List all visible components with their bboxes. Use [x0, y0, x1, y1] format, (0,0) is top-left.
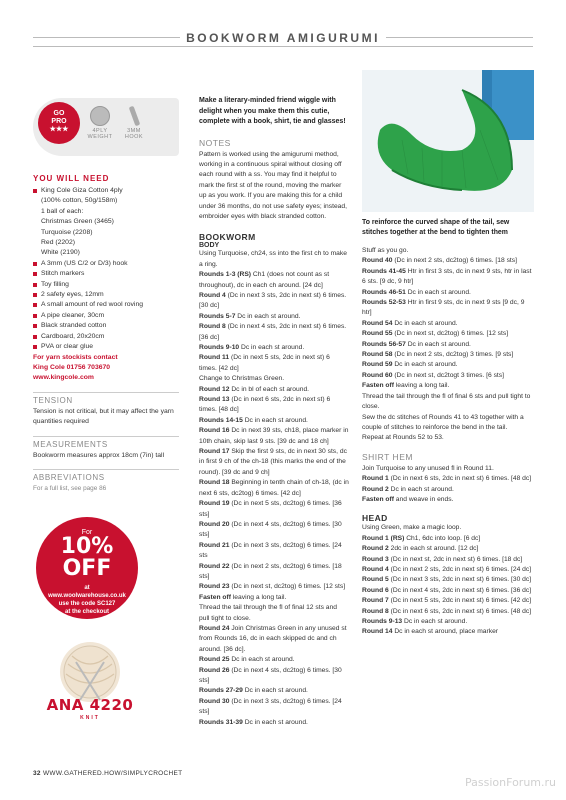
instruction-line [362, 246, 534, 256]
instruction-line [199, 447, 349, 478]
round-label: Round 3 [362, 555, 389, 563]
round-text: Dc in each st around. [229, 656, 295, 664]
tail-instructions [362, 246, 534, 444]
round-label: Round 40 [362, 257, 393, 265]
round-label: Round 18 [199, 479, 230, 487]
round-label: Round 8 [362, 607, 389, 615]
round-text: (Dc in next 3 sts, 2dc in next st) 6 times. [30 dc] [388, 576, 532, 584]
watermark: PassionForum.ru [465, 776, 556, 789]
round-text: Dc in next 39 sts, ch18, place marker in 10th chain, skip last 9 sts. [39 dc and 18 ch] [199, 427, 349, 445]
material-item: Toy filling [33, 280, 179, 290]
round-label: Round 2 [362, 545, 389, 553]
offer-url[interactable]: www.woolwarehouse.co.uk [48, 593, 126, 599]
hook-icon [128, 106, 140, 127]
instruction-line [362, 586, 534, 596]
round-text: Thread the tail through the fl of final 6 sts and pull tight to close. [362, 392, 531, 411]
round-label: Fasten off [199, 593, 231, 601]
intro-text: Make a literary-minded friend wiggle with delight when you make them this cutie, complete with a book, shirt, tie and glasses! [199, 97, 346, 125]
instruction-line [199, 478, 349, 499]
offer-for: For [81, 529, 93, 536]
round-text: (Dc in next st, dc2togt 3 times. [6 sts] [392, 371, 504, 379]
material-item: Stitch markers [33, 269, 179, 279]
instruction-line [199, 541, 349, 562]
round-label: Round 2 [362, 485, 389, 493]
round-text: Sew the dc stitches of Rounds 41 to 43 together with a couple of stitches to reinforce the bend in the tail. [362, 413, 524, 431]
round-label: Rounds 9-10 [199, 344, 240, 351]
round-label: Rounds 1-3 (RS) [199, 271, 252, 279]
instruction-line [362, 485, 534, 495]
instruction-line [362, 627, 534, 637]
offer-at: at [84, 585, 90, 591]
logo-sub: KNIT [80, 715, 100, 721]
instruction-line [199, 499, 349, 520]
round-text: Skip the first 9 sts, dc in next 30 sts, dc in first 9 ch of the ch-18 (this marks the end of the round). [39 dc and 9 ch] [199, 448, 347, 476]
body-instructions [199, 249, 349, 728]
round-text: Dc in each st around. [242, 687, 308, 695]
instruction-line [362, 267, 534, 288]
round-label: Round 14 [362, 628, 393, 636]
instruction-line [362, 474, 534, 484]
material-item: A pipe cleaner, 30cm [33, 311, 179, 321]
round-text: Using Turquoise, ch24, ss into the first ch to make a ring. [199, 250, 347, 268]
round-label: Round 4 [362, 565, 389, 573]
round-text: (Dc in next st, 2dc in next st) 6 times. [18 dc] [388, 555, 523, 563]
round-text: Dc in each st around. [242, 416, 308, 424]
round-text: leaving a long tail. [230, 593, 287, 601]
instruction-line [199, 343, 349, 353]
page-title: BOOKWORM AMIGURUMI [180, 31, 386, 45]
round-text: (Dc in next 6 sts, 2dc in next st) 6 times. [48 dc] [199, 396, 331, 414]
instruction-line [362, 392, 534, 413]
instruction-line [362, 575, 534, 585]
round-text: (Dc in next 5 sts, dc2tog) 6 times. [36 sts] [199, 500, 342, 518]
instruction-line [362, 319, 534, 329]
round-label: Round 59 [362, 361, 393, 369]
star-icons: ★★★ [49, 126, 69, 133]
round-label: Round 20 [199, 520, 230, 528]
instruction-line [362, 381, 534, 391]
round-text: (Dc in next 3 sts, dc2tog) 6 times. [24 sts [199, 541, 342, 560]
instruction-line [199, 374, 349, 384]
instruction-line [199, 322, 349, 343]
material-item: PVA or clear glue [33, 342, 179, 352]
material-item: (100% cotton, 50g/158m) [41, 197, 118, 205]
material-item: Red (2202) [41, 239, 76, 247]
left-column [33, 100, 179, 494]
material-item: Black stranded cotton [33, 321, 179, 331]
round-text: (Dc in next 4 sts, dc2tog) 6 times. [30 sts] [199, 666, 342, 684]
material-item: White (2190) [41, 249, 80, 257]
round-text: Dc in each st around. [405, 340, 471, 348]
hook-size-badge [119, 106, 149, 140]
photo-caption: To reinforce the curved shape of the tail, sew stitches together at the bend to tighten them [362, 219, 510, 236]
round-label: Fasten off [362, 495, 394, 503]
round-label: Round 24 [199, 624, 230, 632]
instruction-line [199, 718, 349, 728]
instruction-line [362, 565, 534, 575]
instruction-line [199, 385, 349, 395]
round-text: (Dc in next 5 sts, 2dc in next st) 6 times. [42 dc] [388, 597, 532, 605]
instruction-line [362, 413, 534, 434]
instruction-line [199, 395, 349, 416]
round-text: Join Christmas Green in any unused st from Rounds 16, dc in each skipped dc and ch around. [36 dc]. [199, 624, 347, 653]
round-text: (Dc in next 6 sts, 2dc in next st) 6 times. [48 dc] [388, 607, 532, 615]
yarn-weight-badge [85, 106, 115, 140]
round-label: Rounds 14-15 [199, 416, 243, 424]
hook-label: HOOK [124, 134, 144, 140]
round-text: (Dc in next 4 sts, 2dc in next st) 6 times. [36 dc] [388, 586, 532, 594]
instruction-line [199, 249, 349, 270]
round-label: Round 8 [199, 323, 226, 331]
instruction-line [362, 350, 534, 360]
stockist-phone: King Cole 01756 703670 [33, 363, 111, 371]
round-text: Dc in each st around. [388, 485, 454, 493]
instruction-line [199, 582, 349, 592]
round-text: Dc in each st around. [235, 312, 301, 320]
round-text: (Dc in next st, dc2tog) 6 times. [12 sts] [229, 583, 346, 591]
measurements-heading: MEASUREMENTS [33, 436, 179, 449]
instruction-line [199, 416, 349, 426]
shirt-hem-heading: SHIRT HEM [362, 451, 413, 462]
instruction-line [362, 617, 534, 627]
round-text: (Dc in next 3 sts, 2dc in next st) 6 times. [30 dc] [199, 291, 347, 310]
material-item: A 3mm (US C/2 or D/3) hook [33, 259, 179, 269]
middle-column [199, 96, 349, 728]
round-text: and weave in ends. [393, 495, 454, 503]
instruction-line [362, 340, 534, 350]
round-label: Round 5 [362, 576, 389, 584]
round-text: Ch1 (does not count as st throughout), dc in each ch around. [24 dc] [199, 271, 330, 289]
round-label: Round 55 [362, 330, 393, 338]
instruction-line [362, 544, 534, 554]
round-text: leaving a long tail. [393, 382, 450, 390]
instruction-line [199, 426, 349, 447]
round-label: Rounds 31-39 [199, 718, 243, 726]
instruction-line [362, 298, 534, 319]
round-label: Round 58 [362, 351, 393, 359]
round-label: Round 60 [362, 371, 393, 379]
right-column [362, 246, 534, 638]
abbreviations-heading: ABBREVIATIONS [33, 469, 179, 482]
round-text: Dc in each st around. [242, 718, 308, 726]
body-subheading: BODY [199, 242, 220, 250]
round-label: Rounds 9-13 [362, 618, 403, 625]
weight-label: 4PLY [92, 128, 108, 134]
round-label: Round 19 [199, 500, 230, 508]
round-text: Beginning in tenth chain of ch-18, (dc in next 6 sts, dc2tog) 6 times. [42 dc] [199, 479, 349, 497]
material-item: Cardboard, 20x20cm [33, 332, 179, 342]
round-label: Round 21 [199, 541, 230, 549]
round-text: (Dc in next 2 sts, 2dc in next st) 6 times. [24 dc] [388, 565, 532, 573]
weight-label: WEIGHT [87, 134, 113, 140]
material-item: 1 ball of each: [41, 207, 84, 215]
head-heading: HEAD [362, 513, 388, 524]
measurements-text: Bookworm measures approx 18cm (7in) tall [33, 451, 165, 459]
round-label: Round 30 [199, 697, 230, 705]
page-footer [33, 770, 182, 777]
hook-label: 3MM [127, 128, 141, 134]
go-pro-label: GO [53, 110, 65, 117]
round-text: (Dc in next 4 sts, 2dc in next st) 6 times. [36 dc] [199, 323, 347, 341]
round-text: Ch1, 6dc into loop. [6 dc] [404, 534, 481, 542]
material-item: King Cole Giza Cotton 4ply [33, 186, 179, 196]
round-text: Join Turquoise to any unused fl in Round 11. [362, 464, 494, 472]
ana-4220-logo [38, 640, 138, 740]
offer-code: use the code SC127 [58, 601, 116, 607]
abbreviations-text: For a full list, see page 86 [33, 484, 107, 492]
round-label: Round 25 [199, 656, 230, 664]
materials-list [33, 186, 179, 353]
round-label: Fasten off [362, 382, 394, 390]
material-item: 2 safety eyes, 12mm [33, 290, 179, 300]
round-text: Dc in each st around. [392, 319, 458, 327]
discount-offer-roundel[interactable] [36, 517, 138, 619]
offer-details [36, 584, 138, 616]
round-label: Round 17 [199, 448, 230, 456]
instruction-line [199, 697, 349, 718]
instruction-line [199, 624, 349, 655]
tail-photo [362, 70, 534, 212]
instruction-line [199, 603, 349, 624]
round-label: Round 6 [362, 586, 389, 594]
round-text: 2dc in each st around. [12 dc] [388, 545, 479, 553]
round-text: (Dc in next 5 sts, 2dc in next st) 6 times. [42 dc] [199, 354, 330, 372]
tension-heading: TENSION [33, 392, 179, 405]
instruction-line [362, 523, 534, 533]
instruction-line [199, 270, 349, 291]
instruction-line [362, 371, 534, 381]
round-text: Dc in each st around. [392, 361, 458, 369]
round-label: Round 13 [199, 396, 230, 404]
instruction-line [362, 607, 534, 617]
instruction-line [362, 288, 534, 298]
instruction-line [362, 596, 534, 606]
instruction-line [199, 353, 349, 374]
round-text: (Dc in next st, dc2tog) 6 times. [12 sts] [392, 330, 509, 338]
round-label: Rounds 41-45 [362, 267, 406, 275]
round-text: Htr in first 3 sts, dc in next 9 sts, htr in last 6 sts. [9 dc, 9 htr] [362, 267, 532, 286]
round-text: (Dc in next 6 sts, 2dc in next st) 6 times. [48 dc] [388, 475, 532, 483]
instruction-line [199, 666, 349, 687]
material-item: Turquoise (2208) [41, 228, 93, 236]
round-label: Rounds 46-51 [362, 288, 406, 296]
round-text: Dc in bl of each st around. [229, 385, 310, 393]
footer-url[interactable]: WWW.GATHERED.HOW/SIMPLYCROCHET [42, 770, 183, 777]
instruction-line [362, 256, 534, 266]
you-will-need-heading: YOU WILL NEED [33, 174, 110, 183]
shirt-hem-instructions [362, 464, 534, 506]
round-text: Thread the tail through the fl of final 12 sts and pull tight to close. [199, 604, 337, 622]
round-text: Using Green, make a magic loop. [362, 524, 462, 532]
round-label: Rounds 27-29 [199, 687, 243, 695]
instruction-line [199, 520, 349, 541]
round-text: (Dc in next 4 sts, dc2tog) 6 times. [30 sts] [199, 520, 342, 539]
round-text: Change to Christmas Green. [199, 375, 285, 383]
round-text: Dc in each st around, place marker [392, 628, 499, 636]
round-label: Round 54 [362, 319, 393, 327]
round-label: Round 7 [362, 597, 389, 605]
notes-text: Pattern is worked using the amigurumi method, working in a continuous spiral without closing off each round with a ss. You may find it helpful to mark the first st of the round, moving the marker up as you work. If you are making this for a child under 36 months, do not use safety eyes; instead, embroider eyes with black stranded cotton. [199, 150, 347, 220]
material-item: Christmas Green (3465) [41, 218, 114, 226]
page-number: 32 [33, 770, 41, 777]
round-label: Rounds 5-7 [199, 312, 236, 320]
instruction-line [362, 495, 534, 505]
head-instructions [362, 523, 534, 637]
round-label: Round 11 [199, 354, 230, 362]
round-text: Dc in each st around. [405, 288, 471, 296]
round-label: Round 26 [199, 666, 230, 674]
round-label: Round 12 [199, 385, 230, 393]
yarn-ball-illustration [60, 642, 120, 702]
stockist-info: For yarn stockists contact [33, 353, 118, 361]
instruction-line [199, 291, 349, 312]
yarn-ball-icon [90, 106, 110, 126]
go-pro-label: PRO [51, 118, 67, 125]
tension-text: Tension is not critical, but it may affect the yarn quantities required [33, 407, 174, 426]
round-text: (Dc in next 2 sts, dc2tog) 6 times. [18 sts] [199, 562, 342, 580]
instruction-line [362, 555, 534, 565]
round-text: Dc in each st around. [402, 618, 468, 625]
material-item: A small amount of red wool roving [33, 300, 179, 310]
bookworm-heading: BOOKWORM [199, 232, 256, 243]
instruction-line [199, 655, 349, 665]
round-label: Round 1 [362, 475, 389, 483]
round-text: Stuff as you go. [362, 247, 409, 254]
instruction-line [362, 433, 534, 443]
round-text: (Dc in next 3 sts, dc2tog) 6 times. [24 sts] [199, 697, 342, 716]
page-header [0, 29, 566, 47]
instruction-line [199, 593, 349, 603]
instruction-line [362, 360, 534, 370]
round-text: (Dc in next 2 sts, dc2tog) 6 times. [18 sts] [392, 257, 517, 265]
instruction-line [199, 562, 349, 583]
round-label: Rounds 52-53 [362, 299, 406, 307]
round-text: Htr in first 9 sts, dc in next 9 sts [9 dc, 9 htr] [362, 299, 525, 317]
round-label: Rounds 56-57 [362, 340, 406, 348]
difficulty-badges [33, 100, 179, 160]
logo-name: ANA 4220 [46, 696, 134, 714]
go-pro-badge [38, 102, 80, 144]
instruction-line [362, 534, 534, 544]
notes-heading: NOTES [199, 137, 231, 148]
round-text: (Dc in next 2 sts, dc2tog) 3 times. [9 sts] [392, 351, 514, 359]
round-label: Round 1 (RS) [362, 534, 405, 542]
round-text: Repeat at Rounds 52 to 53. [362, 434, 444, 442]
stockist-website[interactable]: www.kingcole.com [33, 374, 94, 382]
offer-percent: 10% OFF [60, 534, 114, 581]
instruction-line [362, 464, 534, 474]
round-label: Round 16 [199, 427, 230, 435]
instruction-line [199, 312, 349, 322]
round-label: Round 22 [199, 562, 230, 570]
instruction-line [199, 686, 349, 696]
round-label: Round 23 [199, 583, 230, 591]
round-label: Round 4 [199, 291, 226, 299]
round-text: Dc in each st around. [239, 344, 305, 351]
offer-checkout: at the checkout [64, 609, 109, 615]
instruction-line [362, 329, 534, 339]
